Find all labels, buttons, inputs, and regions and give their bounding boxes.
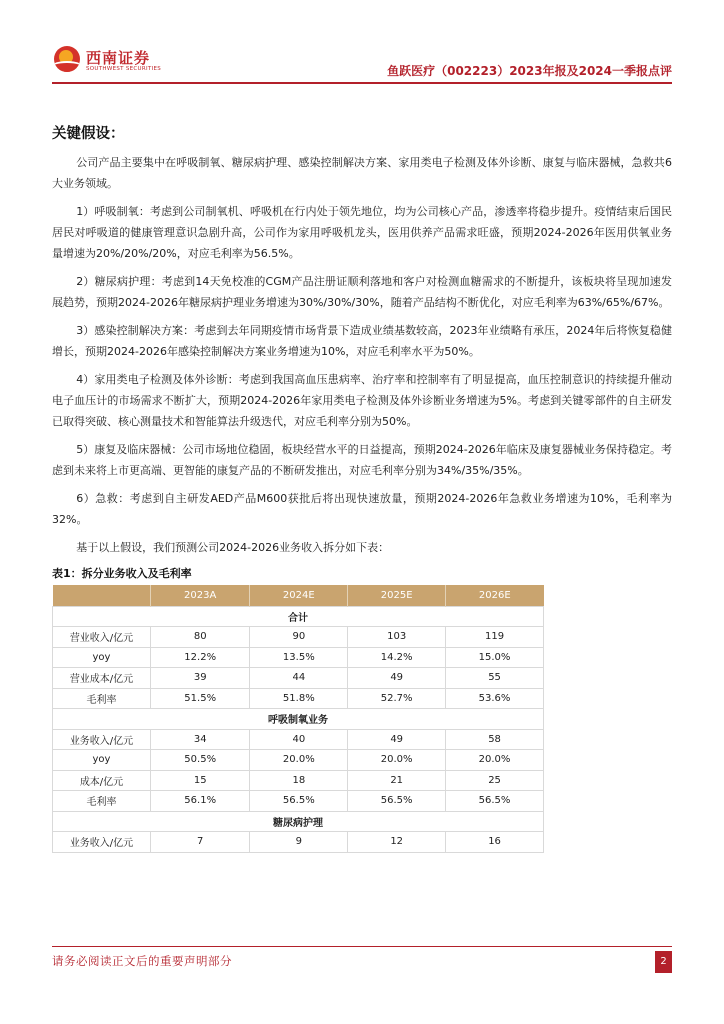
cell-value: 13.5%	[250, 647, 348, 668]
cell-value: 51.8%	[250, 688, 348, 709]
header-cell-2024e: 2024E	[250, 585, 348, 606]
table-row	[53, 770, 544, 791]
cell-value: 12.2%	[151, 647, 250, 668]
paragraph-diabetes: 2）糖尿病护理：考虑到14天免校准的CGM产品注册证顺利落地和客户对检测血糖需求的不断提升，该板块将呈现加速发展趋势，预期2024-2026年糖尿病护理业务增速为30%/30%/30%，随着产品结构不断优化，对应毛利率为63%/65%/67%。	[52, 275, 672, 309]
cell-value: 20.0%	[348, 750, 446, 771]
main-content	[52, 122, 672, 853]
table-row	[53, 647, 544, 668]
table-row	[53, 832, 544, 853]
row-label: 业务收入/亿元	[53, 729, 151, 750]
cell-value: 44	[250, 668, 348, 689]
brand-name-en: SOUTHWEST SECURITIES	[86, 66, 162, 72]
footer-divider	[52, 946, 672, 947]
cell-value: 12	[348, 832, 446, 853]
revenue-split-table	[52, 585, 544, 853]
paragraph-home-electronics: 4）家用类电子检测及体外诊断：考虑到我国高血压患病率、治疗率和控制率有了明显提高，血压控制意识的持续提升催动电子血压计的市场需求不断扩大，预期2024-2026年家用类电子检测及体外诊断业务增速为5%。考虑到关键零部件的自主研发已取得突破、核心测量技术和智能算法升级迭代，对应毛利率分别为50%。	[52, 373, 672, 428]
cell-value: 21	[348, 770, 446, 791]
header-cell-2026e: 2026E	[446, 585, 544, 606]
paragraph-infection-control: 3）感染控制解决方案：考虑到去年同期疫情市场背景下造成业绩基数较高，2023年业绩略有承压，2024年后将恢复稳健增长，预期2024-2026年感染控制解决方案业务增速为10%，对应毛利率水平为50%。	[52, 324, 672, 358]
section-row-total	[53, 606, 544, 627]
report-title: 鱼跃医疗（002223）2023年报及2024一季报点评	[387, 64, 672, 78]
cell-value: 16	[446, 832, 544, 853]
cell-value: 7	[151, 832, 250, 853]
section-row-respiratory	[53, 709, 544, 730]
cell-value: 25	[446, 770, 544, 791]
header-cell-2023a: 2023A	[151, 585, 250, 606]
header-divider	[52, 82, 672, 84]
table-row	[53, 791, 544, 812]
cell-value: 49	[348, 668, 446, 689]
section-title-cell: 呼吸制氧业务	[53, 709, 544, 730]
section-title-cell: 糖尿病护理	[53, 811, 544, 832]
cell-value: 49	[348, 729, 446, 750]
cell-value: 15	[151, 770, 250, 791]
brand-name-cn: 西南证券	[86, 49, 151, 67]
row-label: 业务收入/亿元	[53, 832, 151, 853]
section-row-diabetes	[53, 811, 544, 832]
row-label: 毛利率	[53, 688, 151, 709]
cell-value: 56.5%	[250, 791, 348, 812]
table-row	[53, 627, 544, 648]
cell-value: 20.0%	[446, 750, 544, 771]
cell-value: 119	[446, 627, 544, 648]
table-title: 表1：拆分业务收入及毛利率	[52, 567, 192, 580]
cell-value: 40	[250, 729, 348, 750]
table-header-row	[53, 585, 544, 606]
paragraph-first-aid: 6）急救：考虑到自主研发AED产品M600获批后将出现快速放量，预期2024-2026年急救业务增速为10%，毛利率为32%。	[52, 492, 672, 526]
cell-value: 51.5%	[151, 688, 250, 709]
paragraph-respiratory: 1）呼吸制氧：考虑到公司制氧机、呼吸机在行内处于领先地位，均为公司核心产品，渗透率将稳步提升。疫情结束后国民居民对呼吸道的健康管理意识急剧升高，公司作为家用呼吸机龙头，医用供养产品需求旺盛，预期2024-2026年医用供氧业务量增速为20%/20%/20%，对应毛利率为56.5%。	[52, 205, 672, 260]
paragraph-intro: 公司产品主要集中在呼吸制氧、糖尿病护理、感染控制解决方案、家用类电子检测及体外诊断、康复与临床器械，急救共6大业务领域。	[52, 156, 672, 190]
cell-value: 50.5%	[151, 750, 250, 771]
cell-value: 52.7%	[348, 688, 446, 709]
page-header	[0, 0, 724, 90]
cell-value: 90	[250, 627, 348, 648]
row-label: 成本/亿元	[53, 770, 151, 791]
paragraph-forecast-intro: 基于以上假设，我们预测公司2024-2026业务收入拆分如下表：	[76, 541, 390, 554]
cell-value: 56.1%	[151, 791, 250, 812]
cell-value: 55	[446, 668, 544, 689]
cell-value: 58	[446, 729, 544, 750]
row-label: yoy	[53, 647, 151, 668]
cell-value: 56.5%	[348, 791, 446, 812]
page-number: 2	[655, 951, 672, 973]
row-label: 营业成本/亿元	[53, 668, 151, 689]
cell-value: 80	[151, 627, 250, 648]
paragraph-rehab-clinical: 5）康复及临床器械：公司市场地位稳固，板块经营水平的日益提高，预期2024-2026年临床及康复器械业务保持稳定。考虑到未来将上市更高端、更智能的康复产品的不断研发推出，对应毛利率分别为34%/35%/35%。	[52, 443, 672, 477]
cell-value: 53.6%	[446, 688, 544, 709]
section-title-cell: 合计	[53, 606, 544, 627]
row-label: yoy	[53, 750, 151, 771]
southwest-securities-logo-icon	[54, 46, 80, 72]
table-row	[53, 729, 544, 750]
cell-value: 9	[250, 832, 348, 853]
cell-value: 103	[348, 627, 446, 648]
header-cell-label	[53, 585, 151, 606]
cell-value: 56.5%	[446, 791, 544, 812]
cell-value: 18	[250, 770, 348, 791]
section-title: 关键假设：	[52, 126, 125, 142]
row-label: 毛利率	[53, 791, 151, 812]
cell-value: 20.0%	[250, 750, 348, 771]
cell-value: 34	[151, 729, 250, 750]
header-cell-2025e: 2025E	[348, 585, 446, 606]
cell-value: 14.2%	[348, 647, 446, 668]
table-row	[53, 688, 544, 709]
footer-disclaimer: 请务必阅读正文后的重要声明部分	[52, 954, 232, 968]
row-label: 营业收入/亿元	[53, 627, 151, 648]
table-row	[53, 750, 544, 771]
table-row	[53, 668, 544, 689]
cell-value: 39	[151, 668, 250, 689]
cell-value: 15.0%	[446, 647, 544, 668]
